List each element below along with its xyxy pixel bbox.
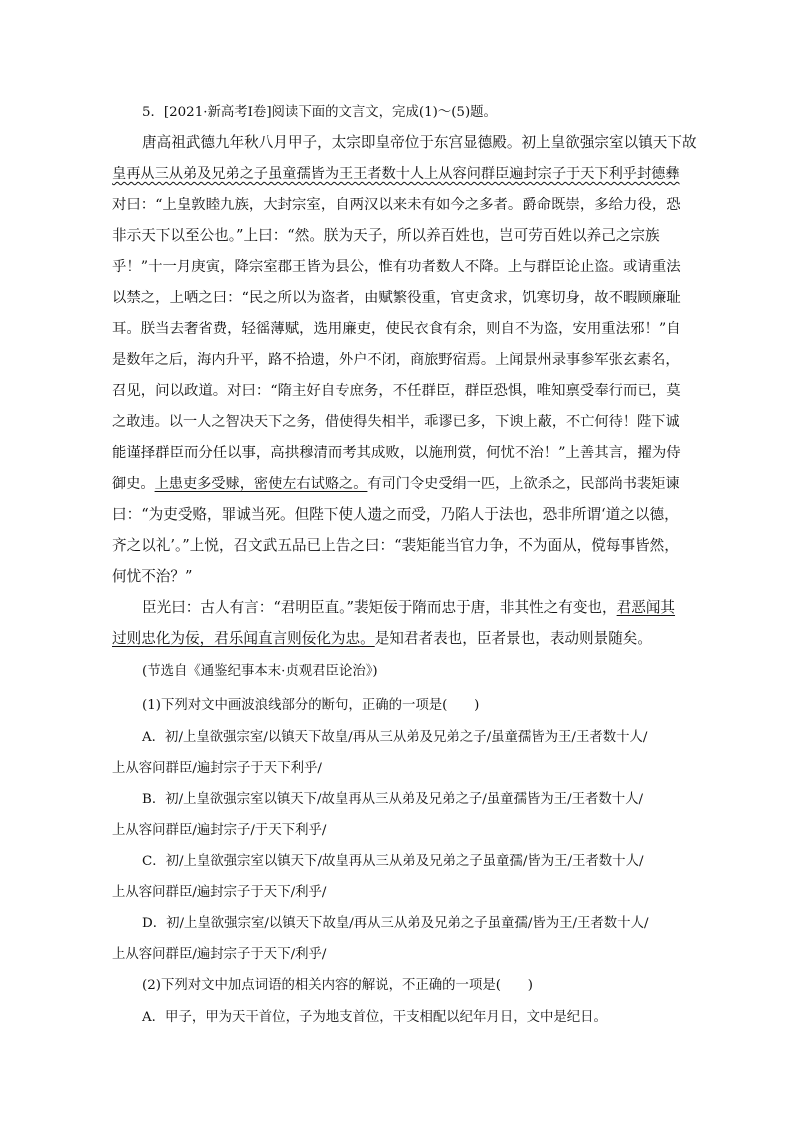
q1-option-d-line-2: 上从容问群臣/遍封宗子于天下/利乎/ — [112, 947, 327, 962]
q1-option-a-line-2: 上从容问群臣/遍封宗子于天下利乎/ — [112, 761, 322, 776]
q1-option-a-line-1: A．初/上皇欲强宗室/以镇天下故皇/再从三从弟及兄弟之子/虽童孺皆为王/王者数十人/ — [142, 730, 648, 745]
passage-line-12-start: 御史。 — [112, 476, 155, 492]
passage-line-12-rest: 有司门令史受绢一匹，上欲杀之，民部尚书裴矩谏 — [367, 476, 680, 492]
q1-option-c-line-2: 上从容问群臣/遍封宗子于天下/利乎/ — [112, 885, 327, 900]
passage-line-11: 能谨择群臣而分任以事，高拱穆清而考其成败，以施刑赏，何忧不治！”上善其言，擢为侍 — [112, 445, 681, 461]
commentary-line-2-rest: 是知君者表也，臣者景也，表动则景随矣。 — [374, 630, 652, 647]
q1-option-d-line-1: D．初/上皇欲强宗室/以镇天下故皇/再从三从弟及兄弟之子虽童孺/皆为王/王者数十人/ — [142, 916, 649, 931]
q2-stem: (2)下列对文中加点词语的相关内容的解说，不正确的一项是( ) — [142, 978, 533, 993]
commentary-line-1 — [142, 598, 714, 618]
passage-line-15: 何忧不治？” — [112, 568, 193, 585]
passage-line-7: 耳。朕当去奢省费，轻徭薄赋，选用廉吏，使民衣食有余，则自不为盗，安用重法邪！”自 — [112, 321, 681, 337]
underlined-commentary-end: 过则忠化为佞，君乐闻直言则佞化为忠。 — [112, 630, 375, 647]
commentary-line-1-start: 臣光曰：古人有言：“君明臣直。”裴矩佞于隋而忠于唐，非其性之有变也， — [142, 599, 617, 616]
underlined-sentence: 上患吏多受赇，密使左右试赂之。 — [154, 476, 368, 492]
q1-option-c-line-1: C．初/上皇欲强宗室以镇天下/故皇再从三从弟及兄弟之子虽童孺/皆为王/王者数十人/ — [142, 854, 644, 869]
passage-line-5: 乎！”十一月庚寅，降宗室郡王皆为县公，惟有功者数人不降。上与群臣论止盗。或请重法 — [112, 259, 681, 275]
commentary-line-2 — [112, 629, 684, 649]
passage-line-12 — [112, 474, 684, 494]
q1-option-b-line-1: B．初/上皇欲强宗室以镇天下/故皇再从三从弟及兄弟之子/虽童孺皆为王/王者数十人/ — [142, 792, 644, 807]
passage-line-6: 以禁之，上哂之曰：“民之所以为盗者，由赋繁役重，官吏贪求，饥寒切身，故不暇顾廉耻 — [112, 290, 681, 306]
passage-line-1: 唐高祖武德九年秋八月甲子，太宗即皇帝位于东宫显德殿。初上皇欲强宗室以镇天下故 — [142, 134, 697, 151]
q1-option-b-line-2: 上从容问群臣/遍封宗子/于天下利乎/ — [112, 823, 327, 838]
underlined-commentary-start: 君恶闻其 — [616, 599, 676, 616]
passage-line-2 — [112, 164, 684, 184]
passage-line-9: 召见，问以政道。对曰：“隋主好自专庶务，不任群臣，群臣恐惧，唯知禀受奉行而已，莫 — [112, 383, 681, 399]
passage-line-8: 是数年之后，海内升平，路不拾遗，外户不闭，商旅野宿焉。上闻景州录事参军张玄素名， — [112, 352, 680, 368]
question-header: 5．[2021·新高考Ⅰ卷]阅读下面的文言文，完成(1)～(5)题。 — [142, 105, 497, 120]
q1-stem: (1)下列对文中画波浪线部分的断句，正确的一项是( ) — [142, 698, 480, 713]
passage-line-13: 曰：“为吏受赂，罪诚当死。但陛下使人遗之而受，乃陷人于法也，恐非所谓‘道之以德， — [112, 506, 679, 523]
passage-line-3: 对曰：“上皇敦睦九族，大封宗室，自两汉以来未有如今之多者。爵命既崇，多给力役，恐 — [112, 197, 681, 213]
passage-line-10: 之敢违。以一人之智决天下之务，借使得失相半，乖谬已多，下谀上蔽，不亡何待！陛下诚 — [112, 414, 680, 430]
passage-line-14: 齐之以礼’。”上悦，召文武五品已上告之曰：“裴矩能当官力争，不为面从，傥每事皆然， — [112, 537, 679, 554]
source-citation: (节选自《通鉴纪事本末·贞观君臣论治》) — [142, 664, 378, 679]
passage-line-4: 非示天下以至公也。”上曰：“然。朕为天子，所以养百姓也，岂可劳百姓以养己之宗族 — [112, 227, 660, 244]
wavy-underlined-text: 皇再从三从弟及兄弟之子虽童孺皆为王王者数十人上从容问群臣遍封宗子于天下利乎封德彝 — [112, 166, 680, 182]
q2-option-a: A．甲子，甲为天干首位，子为地支首位，干支相配以纪年月日，文中是纪日。 — [142, 1010, 607, 1025]
